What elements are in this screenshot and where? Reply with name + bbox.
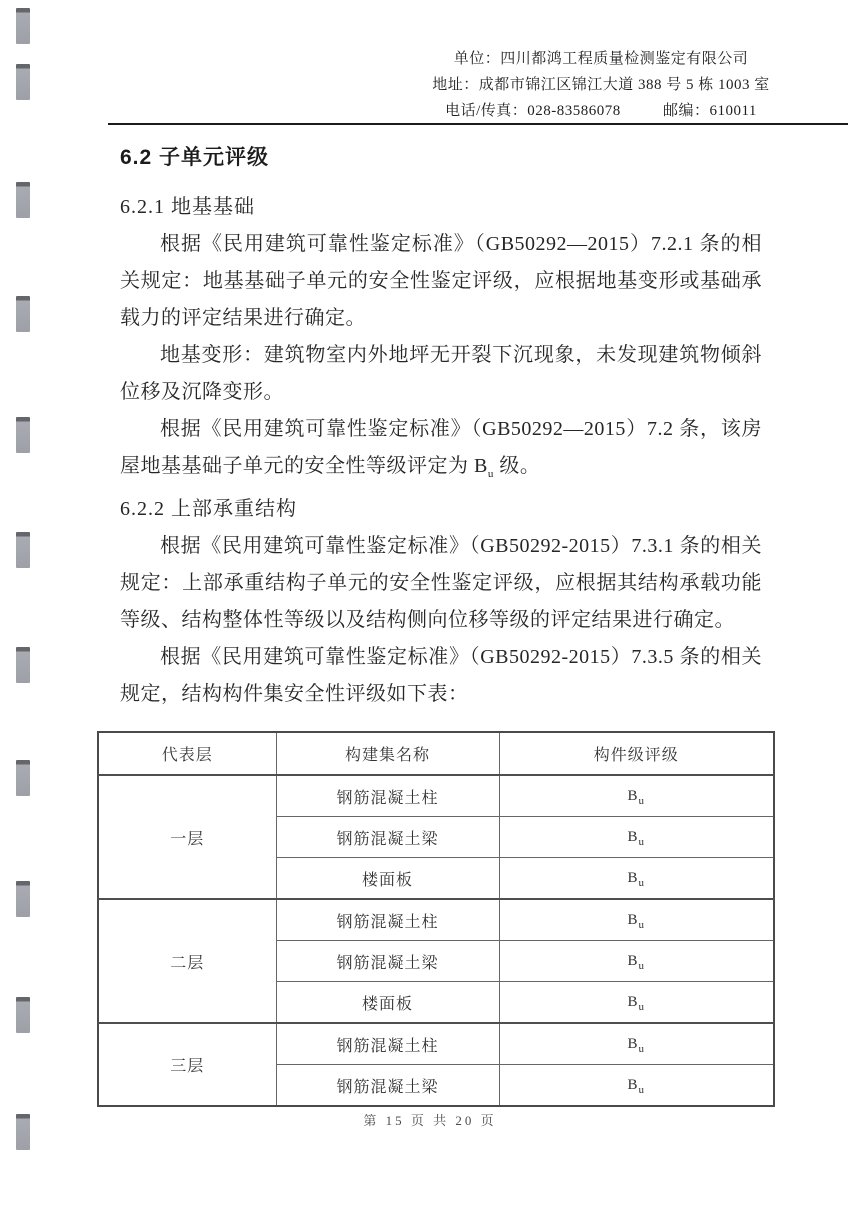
paragraph-text: 根据《民用建筑可靠性鉴定标准》（GB50292—2015）7.2 条，该房屋地基基础子单元的安全性等级评定为 B: [120, 418, 762, 477]
binding-hole-mark: [16, 296, 30, 332]
rating-subscript: u: [638, 1083, 645, 1096]
column-header-rating: 构件级评级: [499, 732, 774, 775]
binding-hole-mark: [16, 182, 30, 218]
letterhead: [400, 46, 802, 124]
binding-hole-mark: [16, 8, 30, 44]
paragraph: 根据《民用建筑可靠性鉴定标准》（GB50292-2015）7.3.1 条的相关规定：上部承重结构子单元的安全性鉴定评级，应根据其结构承载功能等级、结构整体性等级以及结构侧向位移等级的评定结果进行确定。: [120, 535, 762, 631]
member-cell: 楼面板: [276, 982, 499, 1024]
member-cell: 钢筋混凝土柱: [276, 899, 499, 941]
rating-base: B: [627, 1076, 639, 1093]
paragraph-text: 级。: [493, 455, 541, 477]
rating-cell: [499, 1065, 774, 1107]
paragraph: 地基变形：建筑物室内外地坪无开裂下沉现象，未发现建筑物倾斜位移及沉降变形。: [120, 344, 762, 403]
subsection-621-title: 6.2.1 地基基础: [120, 196, 255, 218]
rating-subscript: u: [638, 959, 645, 972]
member-cell: 楼面板: [276, 858, 499, 900]
rating-subscript: u: [487, 468, 494, 480]
member-cell: 钢筋混凝土梁: [276, 1065, 499, 1107]
binding-hole-mark: [16, 647, 30, 683]
table-row: [98, 1023, 774, 1065]
rating-cell: [499, 1023, 774, 1065]
subsection-622-title: 6.2.2 上部承重结构: [120, 498, 297, 520]
rating-base: B: [627, 911, 639, 928]
rating-base: B: [627, 869, 639, 886]
rating-subscript: u: [638, 876, 645, 889]
rating-cell: [499, 817, 774, 858]
rating-subscript: u: [638, 1000, 645, 1013]
letterhead-contact: [400, 98, 802, 124]
rating-subscript: u: [638, 918, 645, 931]
binding-hole-mark: [16, 417, 30, 453]
letterhead-unit: 单位：四川都鸿工程质量检测鉴定有限公司: [453, 51, 749, 67]
paragraph: 根据《民用建筑可靠性鉴定标准》（GB50292-2015）7.3.5 条的相关规定，结构构件集安全性评级如下表：: [120, 646, 762, 705]
paragraph: [120, 411, 762, 485]
floor-cell: 三层: [98, 1023, 276, 1106]
floor-cell: 一层: [98, 775, 276, 899]
rating-base: B: [627, 787, 639, 804]
letterhead-divider: [108, 123, 848, 125]
rating-cell: [499, 858, 774, 900]
column-header-floor: 代表层: [98, 732, 276, 775]
binding-hole-mark: [16, 760, 30, 796]
rating-subscript: u: [638, 1042, 645, 1055]
member-cell: 钢筋混凝土柱: [276, 1023, 499, 1065]
rating-base: B: [627, 1035, 639, 1052]
rating-cell: [499, 982, 774, 1024]
section-heading: 6.2 子单元评级: [120, 146, 270, 169]
document-body: [120, 143, 762, 1107]
rating-base: B: [627, 993, 639, 1010]
member-cell: 钢筋混凝土柱: [276, 775, 499, 817]
binding-hole-mark: [16, 881, 30, 917]
column-header-member-set: 构建集名称: [276, 732, 499, 775]
table-row: [98, 899, 774, 941]
binding-hole-mark: [16, 532, 30, 568]
floor-cell: 二层: [98, 899, 276, 1023]
member-cell: 钢筋混凝土梁: [276, 817, 499, 858]
paragraph: 根据《民用建筑可靠性鉴定标准》（GB50292—2015）7.2.1 条的相关规定：地基基础子单元的安全性鉴定评级，应根据地基变形或基础承载力的评定结果进行确定。: [120, 233, 762, 329]
letterhead-phone-fax: 电话/传真：028-83586078: [445, 103, 621, 119]
letterhead-address: 地址：成都市锦江区锦江大道 388 号 5 栋 1003 室: [432, 77, 770, 93]
binding-hole-mark: [16, 64, 30, 100]
rating-cell: [499, 775, 774, 817]
component-rating-table: [97, 731, 775, 1107]
rating-cell: [499, 941, 774, 982]
table-header-row: [98, 732, 774, 775]
table-row: [98, 775, 774, 817]
rating-base: B: [627, 828, 639, 845]
letterhead-postcode: 邮编：610011: [662, 103, 757, 119]
rating-subscript: u: [638, 835, 645, 848]
member-cell: 钢筋混凝土梁: [276, 941, 499, 982]
page-number: 第 15 页 共 20 页: [363, 1113, 497, 1128]
rating-subscript: u: [638, 794, 645, 807]
binding-hole-mark: [16, 997, 30, 1033]
rating-base: B: [627, 952, 639, 969]
rating-cell: [499, 899, 774, 941]
